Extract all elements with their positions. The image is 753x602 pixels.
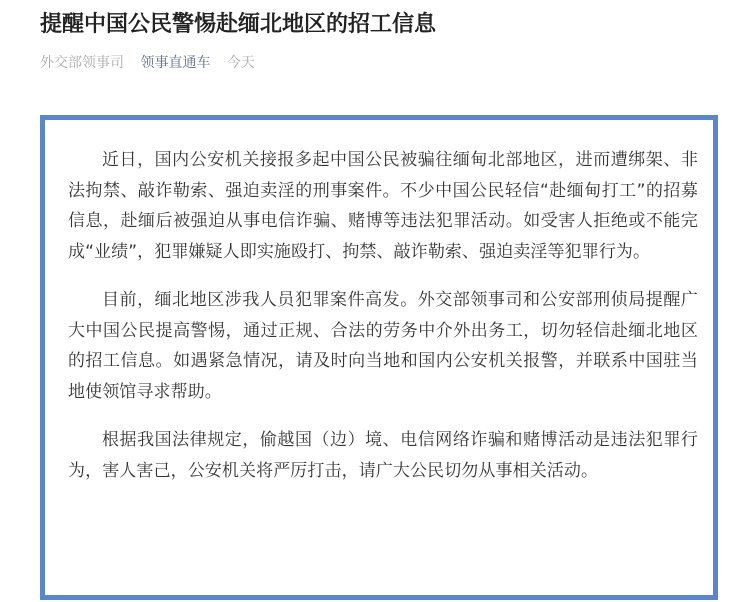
article-meta — [40, 53, 267, 73]
paragraph: 目前，缅北地区涉我人员犯罪案件高发。外交部领事司和公安部刑侦局提醒广大中国公民提高警惕，通过正规、合法的劳务中介外出务工，切勿轻信赴缅北地区的招工信息。如遇紧急情况，请及时向当地和国内公安机关报警，并联系中国驻当地使领馆寻求帮助。 — [68, 290, 698, 402]
notice-frame — [40, 115, 718, 600]
article-title: 提醒中国公民警惕赴缅北地区的招工信息 — [40, 12, 437, 37]
notice-body — [68, 145, 698, 504]
paragraph: 近日，国内公安机关接报多起中国公民被骗往缅甸北部地区，进而遭绑架、非法拘禁、敲诈勒索、强迫卖淫的刑事案件。不少中国公民轻信“赴缅甸打工”的招募信息，赴缅后被强迫从事电信诈骗、赌博等违法犯罪活动。如受害人拒绝或不能完成“业绩”，犯罪嫌疑人即实施殴打、拘禁、敲诈勒索、强迫卖淫等犯罪行为。 — [68, 150, 698, 262]
source-label: 外交部领事司 — [40, 55, 124, 71]
paragraph: 根据我国法律规定，偷越国（边）境、电信网络诈骗和赌博活动是违法犯罪行为，害人害己，公安机关将严厉打击，请广大公民切勿从事相关活动。 — [68, 430, 698, 481]
account-link[interactable]: 领事直通车 — [140, 55, 211, 71]
publish-time: 今天 — [226, 55, 255, 71]
